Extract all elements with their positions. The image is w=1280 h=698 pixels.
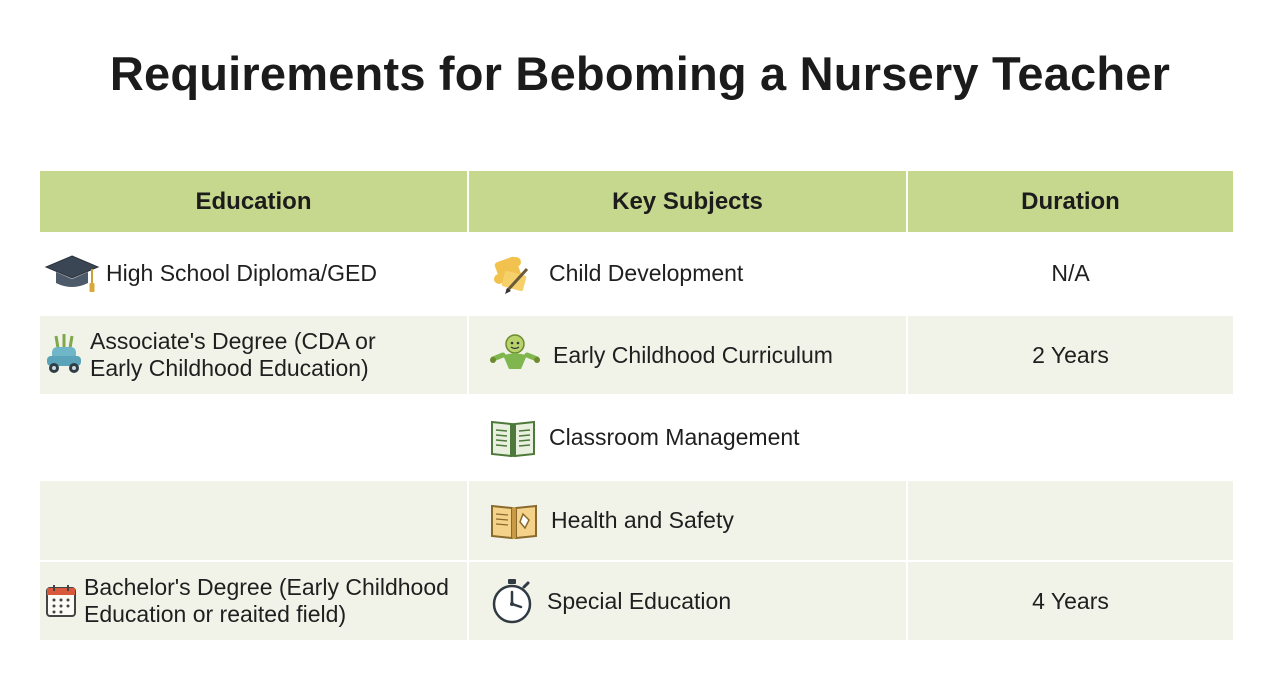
duration-cell — [908, 232, 1233, 314]
subject-cell — [469, 396, 906, 479]
subject-text: Classroom Management — [549, 424, 800, 450]
duration-cell — [908, 396, 1233, 479]
duration-cell — [908, 562, 1233, 640]
duration-cell — [908, 316, 1233, 394]
table-header-row — [40, 171, 1233, 232]
table-row — [40, 481, 1233, 560]
graduation-cap-icon — [44, 250, 100, 296]
stopwatch-icon — [489, 577, 535, 625]
toy-car-icon — [44, 332, 84, 378]
subject-text: Health and Safety — [551, 507, 734, 533]
education-cell — [40, 481, 467, 560]
education-text: High School Diploma/GED — [106, 259, 378, 286]
education-cell — [40, 396, 467, 479]
education-text: Bachelor's Degree (Early Childhood Education or reaited field) — [84, 574, 449, 627]
header-duration: Duration — [908, 171, 1233, 232]
calendar-icon — [44, 583, 78, 619]
open-book-icon — [489, 416, 537, 460]
education-text: Associate's Degree (CDA or Early Childhood Education) — [90, 328, 376, 381]
child-figure-icon — [489, 333, 541, 377]
subject-text: Early Childhood Curriculum — [553, 341, 833, 368]
table-row — [40, 562, 1233, 640]
education-cell — [40, 316, 467, 394]
subject-cell — [469, 232, 906, 314]
book-hand-icon — [489, 500, 539, 542]
subject-cell — [469, 481, 906, 560]
duration-text: N/A — [1051, 259, 1090, 286]
duration-text: 2 Years — [1032, 341, 1109, 368]
page-title: Requirements for Beboming a Nursery Teacher — [109, 47, 1171, 100]
puzzle-pencil-icon — [489, 249, 537, 297]
header-key-subjects: Key Subjects — [469, 171, 906, 232]
education-cell — [40, 232, 467, 314]
requirements-table — [40, 171, 1233, 640]
education-cell — [40, 562, 467, 640]
subject-text: Child Development — [549, 259, 744, 286]
table-row — [40, 232, 1233, 314]
header-education: Education — [40, 171, 467, 232]
table-row — [40, 316, 1233, 394]
duration-text: 4 Years — [1032, 587, 1109, 614]
duration-cell — [908, 481, 1233, 560]
subject-cell — [469, 562, 906, 640]
subject-text: Special Education — [547, 587, 732, 614]
subject-cell — [469, 316, 906, 394]
table-row — [40, 396, 1233, 479]
